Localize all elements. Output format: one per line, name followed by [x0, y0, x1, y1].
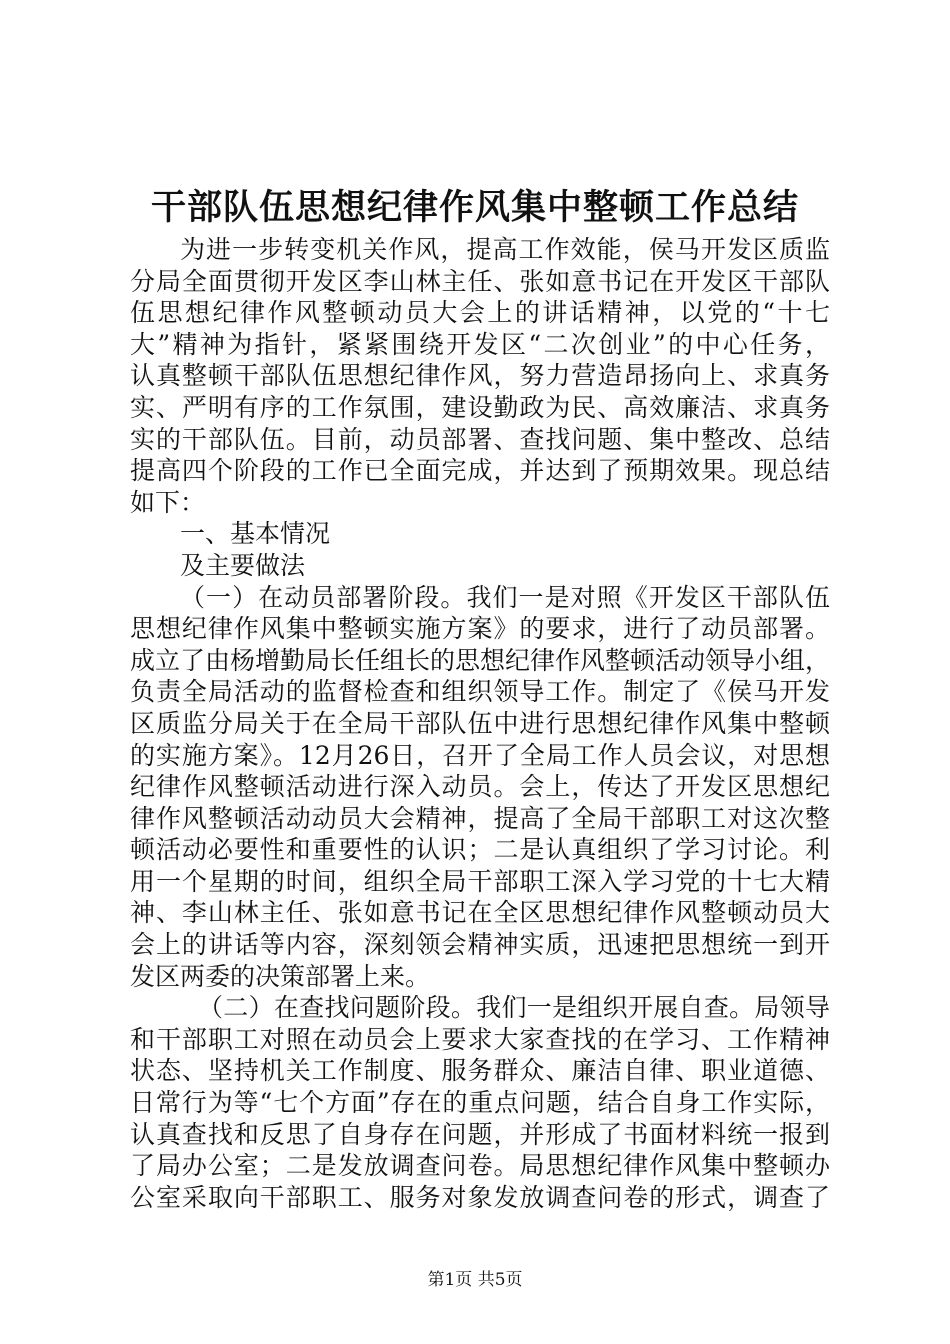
paragraph-line: 和干部职工对照在动员会上要求大家查找的在学习、工作精神: [130, 1024, 830, 1054]
section-heading: 一、基本情况: [180, 519, 331, 549]
paragraph-line: 律作风整顿活动动员大会精神，提高了全局干部职工对这次整: [130, 803, 830, 833]
section-heading: 及主要做法: [180, 550, 306, 580]
paragraph-line: 公室采取向干部职工、服务对象发放调查问卷的形式，调查了: [130, 1182, 830, 1212]
paragraph-line: 伍思想纪律作风整顿动员大会上的讲话精神，以党的“十七: [130, 298, 830, 328]
paragraph-line: 顿活动必要性和重要性的认识；二是认真组织了学习讨论。利: [130, 835, 830, 865]
paragraph-line: 思想纪律作风集中整顿实施方案》的要求，进行了动员部署。: [130, 614, 830, 644]
paragraph-line: （二）在查找问题阶段。我们一是组织开展自查。局领导: [198, 993, 830, 1023]
paragraph-line: 负责全局活动的监督检查和组织领导工作。制定了《侯马开发: [130, 677, 830, 707]
paragraph-line: 提高四个阶段的工作已全面完成，并达到了预期效果。现总结: [130, 456, 830, 486]
paragraph-line: 的实施方案》。12月26日，召开了全局工作人员会议，对思想: [130, 740, 830, 770]
paragraph-line: 日常行为等“七个方面”存在的重点问题，结合自身工作实际，: [130, 1088, 830, 1118]
paragraph-line: 区质监分局关于在全局干部队伍中进行思想纪律作风集中整顿: [130, 708, 830, 738]
paragraph-line: 大”精神为指针，紧紧围绕开发区“二次创业”的中心任务，: [130, 329, 830, 359]
paragraph-line: 认真整顿干部队伍思想纪律作风，努力营造昂扬向上、求真务: [130, 361, 830, 391]
paragraph-line: 状态、坚持机关工作制度、服务群众、廉洁自律、职业道德、: [130, 1056, 830, 1086]
paragraph-line: 分局全面贯彻开发区李山林主任、张如意书记在开发区干部队: [130, 266, 830, 296]
paragraph-line: 了局办公室；二是发放调查问卷。局思想纪律作风集中整顿办: [130, 1151, 830, 1181]
paragraph-line: 认真查找和反思了自身存在问题，并形成了书面材料统一报到: [130, 1119, 830, 1149]
page-number-footer: 第1页 共5页: [427, 1270, 523, 1290]
paragraph-line: 如下：: [130, 487, 206, 517]
paragraph-line: 会上的讲话等内容，深刻领会精神实质，迅速把思想统一到开: [130, 930, 830, 960]
paragraph-line: 实的干部队伍。目前，动员部署、查找问题、集中整改、总结: [130, 424, 830, 454]
paragraph-line: 用一个星期的时间，组织全局干部职工深入学习党的十七大精: [130, 866, 830, 896]
paragraph-line: 纪律作风整顿活动进行深入动员。会上，传达了开发区思想纪: [130, 772, 830, 802]
document-body: [130, 234, 830, 1213]
paragraph-line: 成立了由杨增勤局长任组长的思想纪律作风整顿活动领导小组，: [130, 645, 830, 675]
paragraph-line: 实、严明有序的工作氛围，建设勤政为民、高效廉洁、求真务: [130, 392, 830, 422]
paragraph-line: （一）在动员部署阶段。我们一是对照《开发区干部队伍: [180, 582, 830, 612]
paragraph-line: 为进一步转变机关作风，提高工作效能，侯马开发区质监: [180, 235, 830, 264]
paragraph-line: 发区两委的决策部署上来。: [130, 961, 431, 991]
document-title: 干部队伍思想纪律作风集中整顿工作总结: [150, 188, 799, 228]
paragraph-line: 神、李山林主任、张如意书记在全区思想纪律作风整顿动员大: [130, 898, 830, 928]
